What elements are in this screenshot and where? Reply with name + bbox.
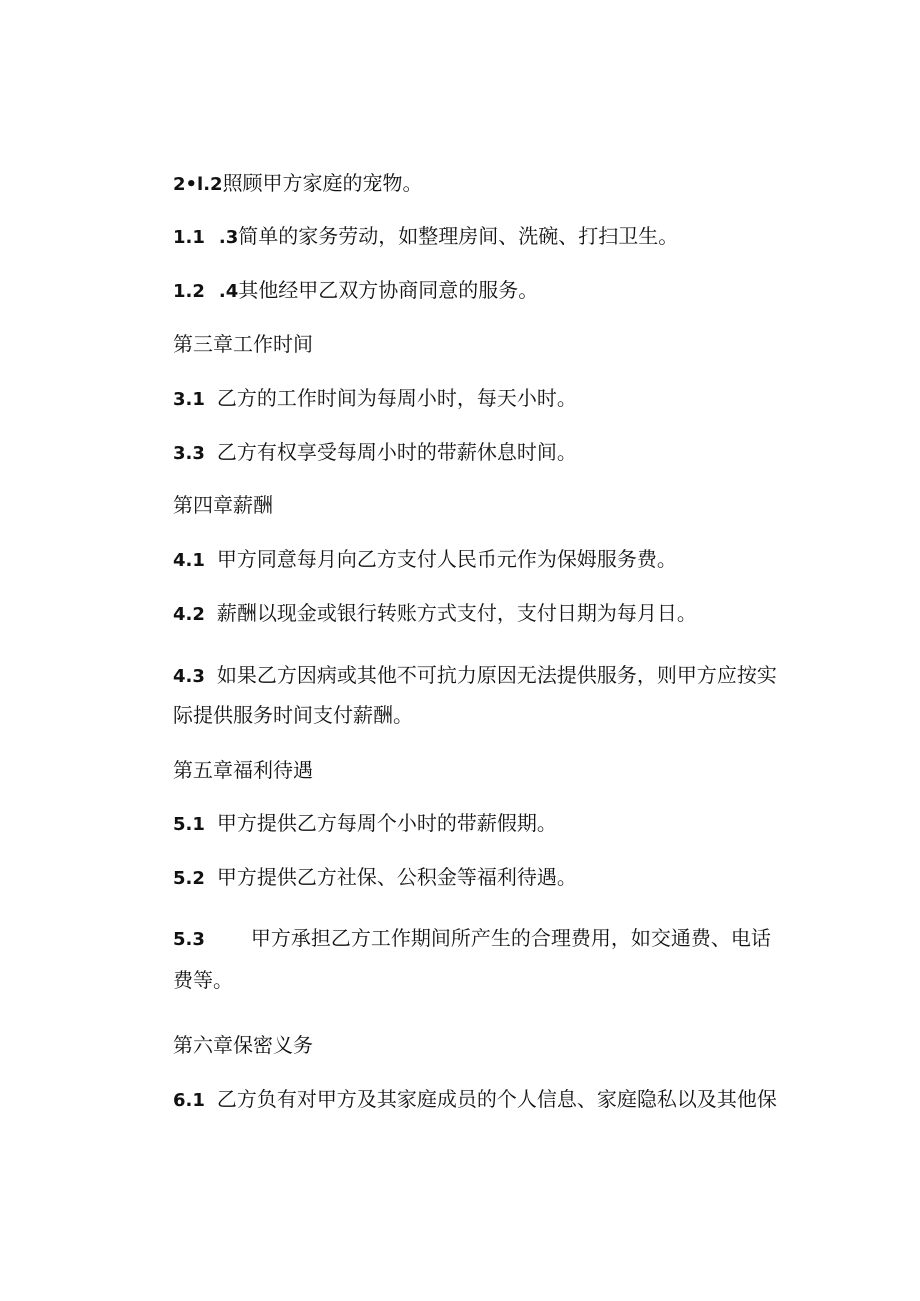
clause-text: 甲方承担乙方工作期间所产生的合理费用，如交通费、电话费等。 xyxy=(173,926,771,992)
clause-5-2 xyxy=(173,859,785,897)
clause-number: 5.3 xyxy=(173,929,205,950)
chapter-heading-6: 第六章保密义务 xyxy=(173,1033,313,1057)
clause-number: 4.3 xyxy=(173,666,205,687)
clause-number: 3.3 xyxy=(173,443,205,464)
clause-3-3 xyxy=(173,434,785,472)
clause-number: 1.1 xyxy=(173,227,205,248)
clause-text: 照顾甲方家庭的宠物。 xyxy=(222,171,423,195)
clause-4-2 xyxy=(173,595,785,633)
clause-number: 4.1 xyxy=(173,550,205,571)
clause-4-1 xyxy=(173,541,785,579)
clause-number: 5.1 xyxy=(173,814,205,835)
clause-3-1 xyxy=(173,380,785,418)
clause-number: 1.2 xyxy=(173,281,205,302)
clause-text: 简单的家务劳动，如整理房间、洗碗、打扫卫生。 xyxy=(238,224,679,248)
clause-6-1 xyxy=(173,1081,785,1119)
clause-5-1 xyxy=(173,805,785,843)
clause-text: 乙方的工作时间为每周小时，每天小时。 xyxy=(216,386,577,410)
clause-number: 4.2 xyxy=(173,604,205,625)
chapter-heading-4: 第四章薪酬 xyxy=(173,493,273,517)
clause-text: 如果乙方因病或其他不可抗力原因无法提供服务，则甲方应按实际提供服务时间支付薪酬。 xyxy=(173,663,777,727)
clause-1-2 xyxy=(173,272,785,310)
clause-subnumber: .4 xyxy=(218,281,239,302)
clause-text: 乙方有权享受每周小时的带薪休息时间。 xyxy=(216,440,577,464)
clause-text: 甲方同意每月向乙方支付人民币元作为保姆服务费。 xyxy=(216,547,677,571)
clause-number: 5.2 xyxy=(173,868,205,889)
clause-2-1-2 xyxy=(173,165,785,203)
chapter-heading-3: 第三章工作时间 xyxy=(173,332,313,356)
clause-number: 3.1 xyxy=(173,389,205,410)
clause-text: 薪酬以现金或银行转账方式支付，支付日期为每月日。 xyxy=(216,601,697,625)
clause-4-3 xyxy=(173,656,785,734)
clause-text: 甲方提供乙方每周个小时的带薪假期。 xyxy=(216,811,557,835)
clause-text: 甲方提供乙方社保、公积金等福利待遇。 xyxy=(216,865,577,889)
clause-number: 6.1 xyxy=(173,1090,205,1111)
clause-number: 2•l.2 xyxy=(173,174,223,195)
clause-5-3 xyxy=(173,918,785,1000)
clause-1-1 xyxy=(173,218,785,256)
clause-subnumber: .3 xyxy=(218,227,239,248)
clause-text: 其他经甲乙双方协商同意的服务。 xyxy=(238,278,539,302)
clause-text: 乙方负有对甲方及其家庭成员的个人信息、家庭隐私以及其他保 xyxy=(216,1087,777,1111)
chapter-heading-5: 第五章福利待遇 xyxy=(173,758,313,782)
